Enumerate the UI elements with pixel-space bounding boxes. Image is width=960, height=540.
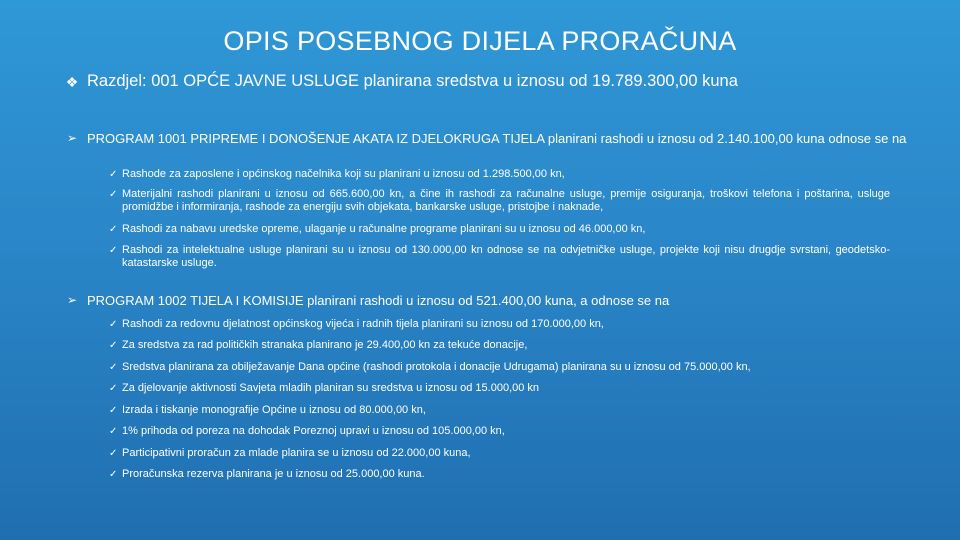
item-text: Proračunska rezerva planirana je u iznosu od 25.000,00 kuna. [122, 468, 425, 480]
program-1001-item [109, 244, 890, 270]
item-text: Za sredstva za rad političkih stranaka planirano je 29.400,00 kn za tekuće donacije, [122, 339, 528, 351]
checkmark-icon: ✓ [109, 189, 118, 200]
checkmark-icon: ✓ [109, 340, 118, 351]
arrow-bullet-icon: ➢ [66, 131, 78, 145]
program-1002-item [109, 382, 890, 395]
item-text: Rashodi za nabavu uredske opreme, ulaganje u računalne programe planirani su u iznosu od 46.000,00 kn, [122, 223, 646, 235]
checkmark-icon: ✓ [109, 426, 118, 437]
razdjel-text: Razdjel: 001 OPĆE JAVNE USLUGE planirana sredstva u iznosu od 19.789.300,00 kuna [87, 72, 738, 90]
checkmark-icon: ✓ [109, 362, 118, 373]
diamond-bullet-icon: ❖ [65, 74, 79, 90]
program-1001-item [109, 223, 890, 236]
checkmark-icon: ✓ [109, 469, 118, 480]
checkmark-icon: ✓ [109, 319, 118, 330]
program-1002-item [109, 339, 890, 352]
program-1002-item [109, 468, 890, 481]
checkmark-icon: ✓ [109, 224, 118, 235]
item-text: Participativni proračun za mlade planira se u iznosu od 22.000,00 kuna, [122, 447, 471, 459]
program-1002-item [109, 404, 890, 417]
item-text: Za djelovanje aktivnosti Savjeta mladih planiran su sredstva u iznosu od 15.000,00 kn [122, 382, 540, 394]
item-text: Rashodi za intelektualne usluge planirani su u iznosu od 130.000,00 kn odnose se na odvjetničke usluge, projekte koji nisu drugdje svrstani, geodetsko- katastarske usluge. [122, 244, 890, 269]
program-1001 [64, 132, 920, 145]
checkmark-icon: ✓ [109, 405, 118, 416]
item-text: 1% prihoda od poreza na dohodak Poreznoj upravi u iznosu od 105.000,00 kn, [122, 425, 505, 437]
program-1002-item [109, 447, 890, 460]
program-1002-item [109, 425, 890, 438]
item-text: Rashode za zaposlene i općinskog načelnika koji su planirani u iznosu od 1.298.500,00 kn, [122, 168, 565, 180]
program-1002-item [109, 318, 890, 331]
item-text: Materijalni rashodi planirani u iznosu od 665.600,00 kn, a čine ih rashodi za računalne usluge, premije osiguranja, troškovi telefona i poštarina, usluge promidžbe i informiranja, rashode za energiju svih objekata, bankarske usluge, pristojbe i naknade, [122, 188, 890, 213]
program-1001-item [109, 168, 890, 181]
checkmark-icon: ✓ [109, 169, 118, 180]
program-heading: PROGRAM 1002 TIJELA I KOMISIJE planirani rashodi u iznosu od 521.400,00 kuna, a odnose se na [87, 293, 670, 308]
program-1001-item [109, 188, 890, 214]
checkmark-icon: ✓ [109, 245, 118, 256]
item-text: Rashodi za redovnu djelatnost općinskog vijeća i radnih tijela planirani su iznosu od 170.000,00 kn, [122, 318, 604, 330]
item-text: Izrada i tiskanje monografije Općine u iznosu od 80.000,00 kn, [122, 404, 426, 416]
checkmark-icon: ✓ [109, 448, 118, 459]
razdjel-bullet-item [64, 72, 920, 91]
program-1002-item [109, 361, 890, 374]
item-text: Sredstva planirana za obilježavanje Dana općine (rashodi protokola i donacije Udrugama) planirana su u iznosu od 75.000,00 kn, [122, 361, 751, 373]
arrow-bullet-icon: ➢ [66, 293, 78, 307]
checkmark-icon: ✓ [109, 383, 118, 394]
slide-title: OPIS POSEBNOG DIJELA PRORAČUNA [223, 26, 737, 56]
program-heading: PROGRAM 1001 PRIPREME I DONOŠENJE AKATA IZ DJELOKRUGA TIJELA planirani rashodi u iznosu od 2.140.100,00 kuna odnose se na [87, 131, 907, 146]
program-1002 [64, 294, 920, 307]
